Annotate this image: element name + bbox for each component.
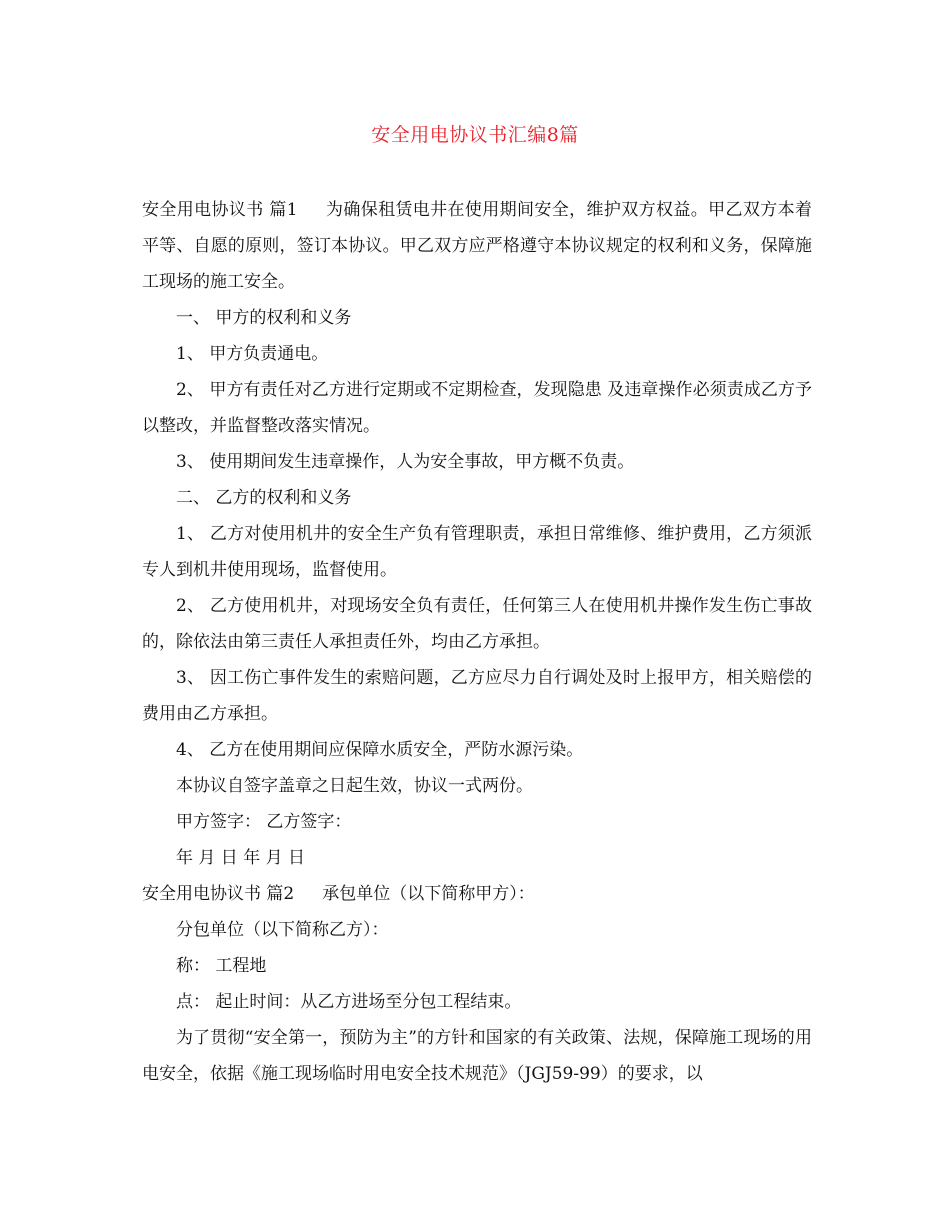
party-b-item-4: 4、 乙方在使用期间应保障水质安全，严防水源污染。 bbox=[176, 740, 584, 760]
section-2-line-1: 分包单位（以下简称乙方）： bbox=[176, 920, 389, 940]
document-body bbox=[142, 192, 812, 1092]
section-2-line-3: 点： 起止时间：从乙方进场至分包工程结束。 bbox=[176, 992, 522, 1012]
signature-line: 甲方签字： 乙方签字： bbox=[176, 812, 352, 832]
document-title: 安全用电协议书汇编8篇 bbox=[371, 124, 579, 146]
party-b-heading: 二、 乙方的权利和义务 bbox=[176, 488, 352, 508]
date-line: 年 月 日 年 月 日 bbox=[176, 848, 306, 868]
party-a-item-1: 1、 甲方负责通电。 bbox=[176, 344, 329, 364]
party-b-item-1: 1、 乙方对使用机井的安全生产负有管理职责，承担日常维修、维护费用，乙方须派专人到机井使用现场，监督使用。 bbox=[142, 524, 812, 580]
section-2-label: 安全用电协议书 篇2 bbox=[142, 884, 295, 904]
section-2-line-2: 称： 工程地 bbox=[176, 956, 267, 976]
party-a-item-2: 2、 甲方有责任对乙方进行定期或不定期检查，发现隐患 及违章操作必须责成乙方予以整改，并监督整改落实情况。 bbox=[142, 380, 812, 436]
section-1-intro: 为确保租赁电井在使用期间安全，维护双方权益。甲乙双方本着平等、自愿的原则，签订本协议。甲乙双方应严格遵守本协议规定的权利和义务，保障施工现场的施工安全。 bbox=[142, 200, 812, 292]
section-2-closing-paragraph: 为了贯彻“安全第一，预防为主”的方针和国家的有关政策、法规，保障施工现场的用电安全，依据《施工现场临时用电安全技术规范》（JGJ59-99）的要求，以 bbox=[142, 1028, 812, 1084]
party-a-item-3: 3、 使用期间发生违章操作，人为安全事故，甲方概不负责。 bbox=[176, 452, 635, 472]
party-b-item-3: 3、 因工伤亡事件发生的索赔问题，乙方应尽力自行调处及时上报甲方，相关赔偿的费用由乙方承担。 bbox=[142, 668, 812, 724]
effective-clause: 本协议自签字盖章之日起生效，协议一式两份。 bbox=[176, 776, 533, 796]
section-1-intro-paragraph bbox=[142, 192, 812, 300]
party-a-heading: 一、 甲方的权利和义务 bbox=[176, 308, 352, 328]
section-2-first-line: 承包单位（以下简称甲方）： bbox=[322, 884, 535, 904]
section-2-first-paragraph bbox=[142, 876, 812, 912]
section-1-label: 安全用电协议书 篇1 bbox=[142, 200, 298, 220]
party-b-item-2: 2、 乙方使用机井，对现场安全负有责任，任何第三人在使用机井操作发生伤亡事故的，除依法由第三责任人承担责任外，均由乙方承担。 bbox=[142, 596, 812, 652]
